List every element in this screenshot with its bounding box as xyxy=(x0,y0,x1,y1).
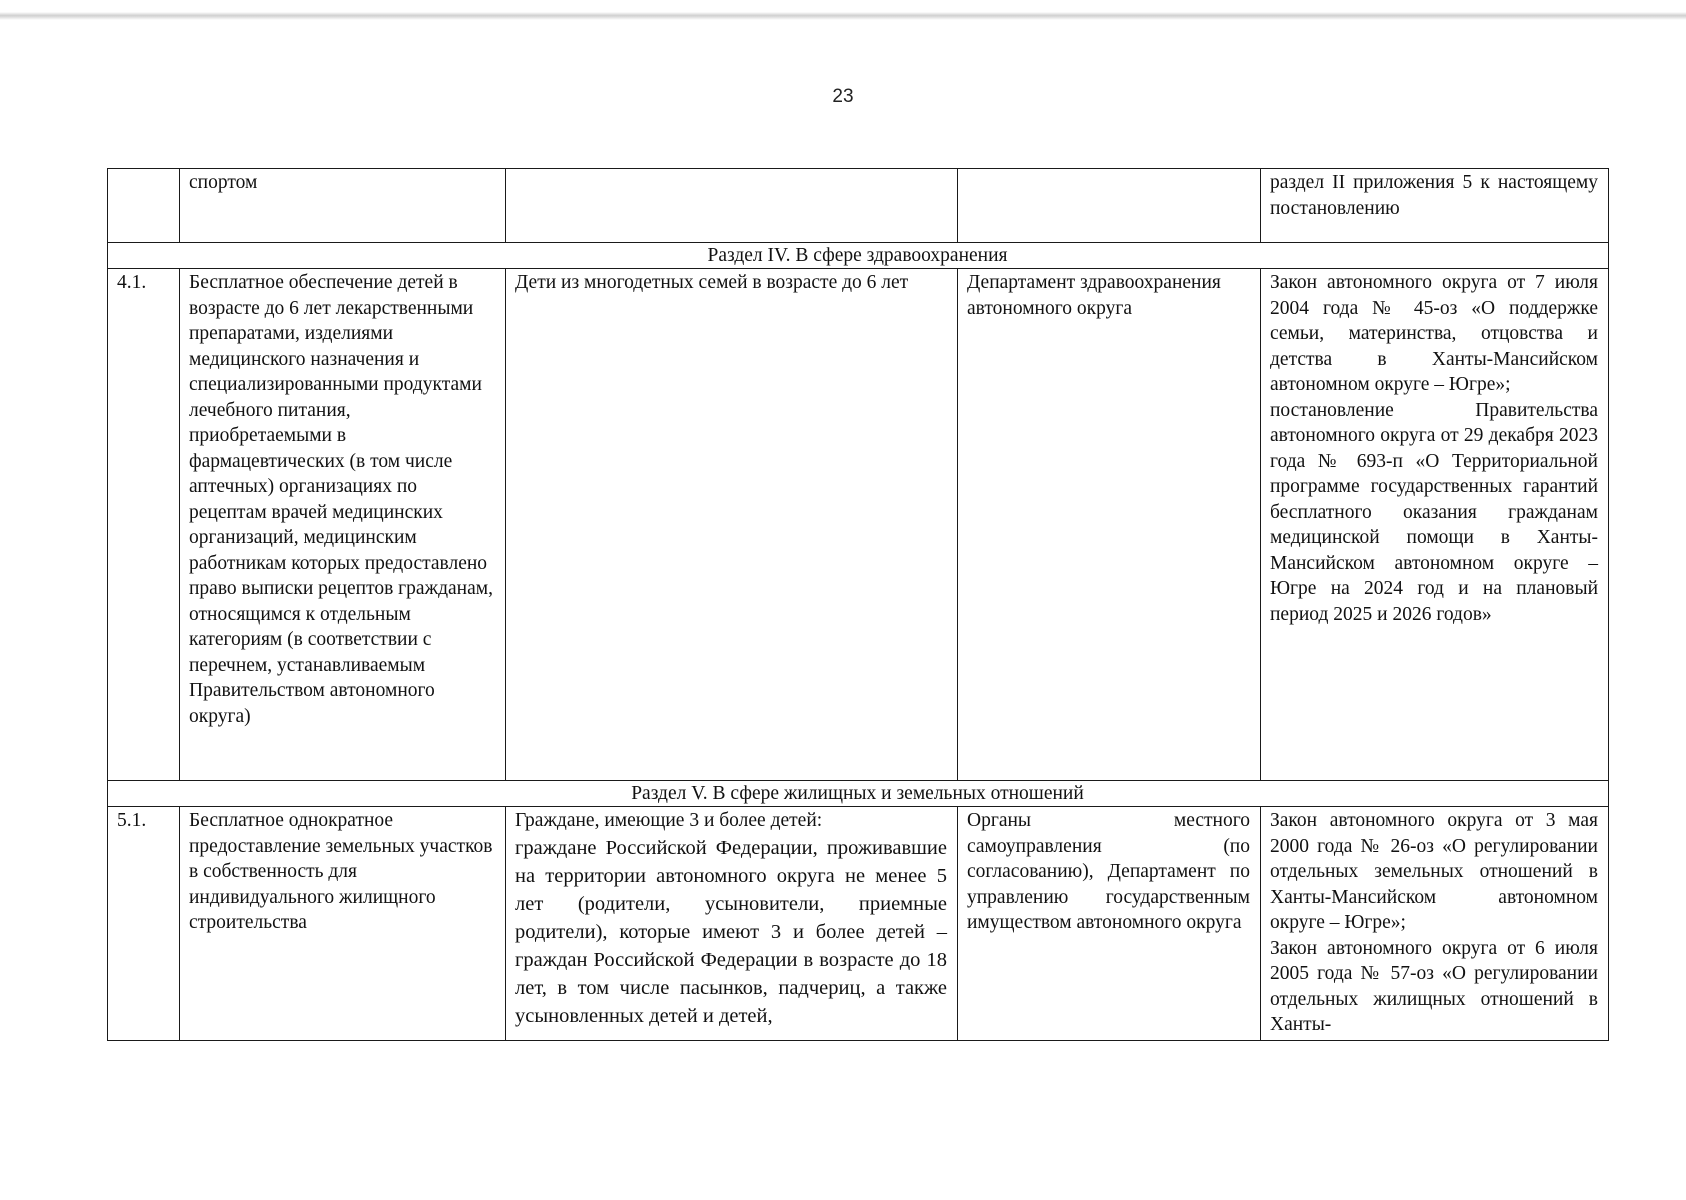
row-number-cell: 5.1. xyxy=(108,807,180,1041)
table-row xyxy=(108,169,1609,243)
recipients-description: граждане Российской Федерации, проживавшие на территории автономного округа не менее 5 лет (родители, усыновители, приемные родители), которые имеют 3 и более детей – граждан Российской Федерации в возрасте до 18 лет, в том числе пасынков, падчериц, а также усыновленных детей и детей, xyxy=(515,836,947,1027)
recipients-heading: Граждане, имеющие 3 и более детей: xyxy=(515,810,823,831)
legal-basis-land-law: Закон автономного округа от 3 мая 2000 года № 26-оз «О регулировании отдельных земельных отношений в Ханты-Мансийском автономном округе – Югре»; xyxy=(1270,810,1598,933)
authority-cell xyxy=(958,169,1261,243)
legal-basis-law: Закон автономного округа от 7 июля 2004 года № 45-оз «О поддержке семьи, материнства, отцовства и детства в Ханты-Мансийском автономном округе – Югре»; xyxy=(1270,272,1598,395)
recipients-cell xyxy=(506,169,958,243)
legal-basis-cell xyxy=(1261,807,1609,1041)
table-row xyxy=(108,807,1609,1041)
legal-basis-resolution: постановление Правительства автономного округа от 29 декабря 2023 года № 693-п «О Территориальной программе государственных гарантий бесплатного оказания гражданам медицинской помощи в Ханты-Мансийском автономном округе – Югре на 2024 год и на плановый период 2025 и 2026 годов» xyxy=(1270,399,1598,625)
legal-basis-cell: раздел II приложения 5 к настоящему постановлению xyxy=(1261,169,1609,243)
legal-basis-housing-law: Закон автономного округа от 6 июля 2005 года № 57-оз «О регулировании отдельных жилищных отношений в Ханты- xyxy=(1270,937,1598,1035)
recipients-cell: Дети из многодетных семей в возрасте до 6 лет xyxy=(506,269,958,781)
measure-cell: спортом xyxy=(180,169,506,243)
measure-cell: Бесплатное однократное предоставление земельных участков в собственность для индивидуального жилищного строительства xyxy=(180,807,506,1041)
legal-basis-cell xyxy=(1261,269,1609,781)
row-number-cell: 4.1. xyxy=(108,269,180,781)
scan-edge-artifact xyxy=(0,12,1686,20)
measure-cell: Бесплатное обеспечение детей в возрасте до 6 лет лекарственными препаратами, изделиями медицинского назначения и специализированными продуктами лечебного питания, приобретаемыми в фармацевтических (в том числе аптечных) организациях по рецептам врачей медицинских организаций, медицинским работникам которых предоставлено право выписки рецептов гражданам, относящимся к отдельным категориям (в соответствии с перечнем, устанавливаемым Правительством автономного округа) xyxy=(180,269,506,781)
measures-table xyxy=(107,168,1609,1041)
table-row xyxy=(108,269,1609,781)
row-number-cell xyxy=(108,169,180,243)
authority-cell: Органы местного самоуправления (по согласованию), Департамент по управлению государственным имуществом автономного округа xyxy=(958,807,1261,1041)
recipients-cell xyxy=(506,807,958,1041)
section-title-health: Раздел IV. В сфере здравоохранения xyxy=(108,243,1609,269)
section-header-row xyxy=(108,781,1609,807)
section-header-row xyxy=(108,243,1609,269)
section-title-housing: Раздел V. В сфере жилищных и земельных отношений xyxy=(108,781,1609,807)
page-number: 23 xyxy=(832,86,854,107)
authority-cell: Департамент здравоохранения автономного округа xyxy=(958,269,1261,781)
